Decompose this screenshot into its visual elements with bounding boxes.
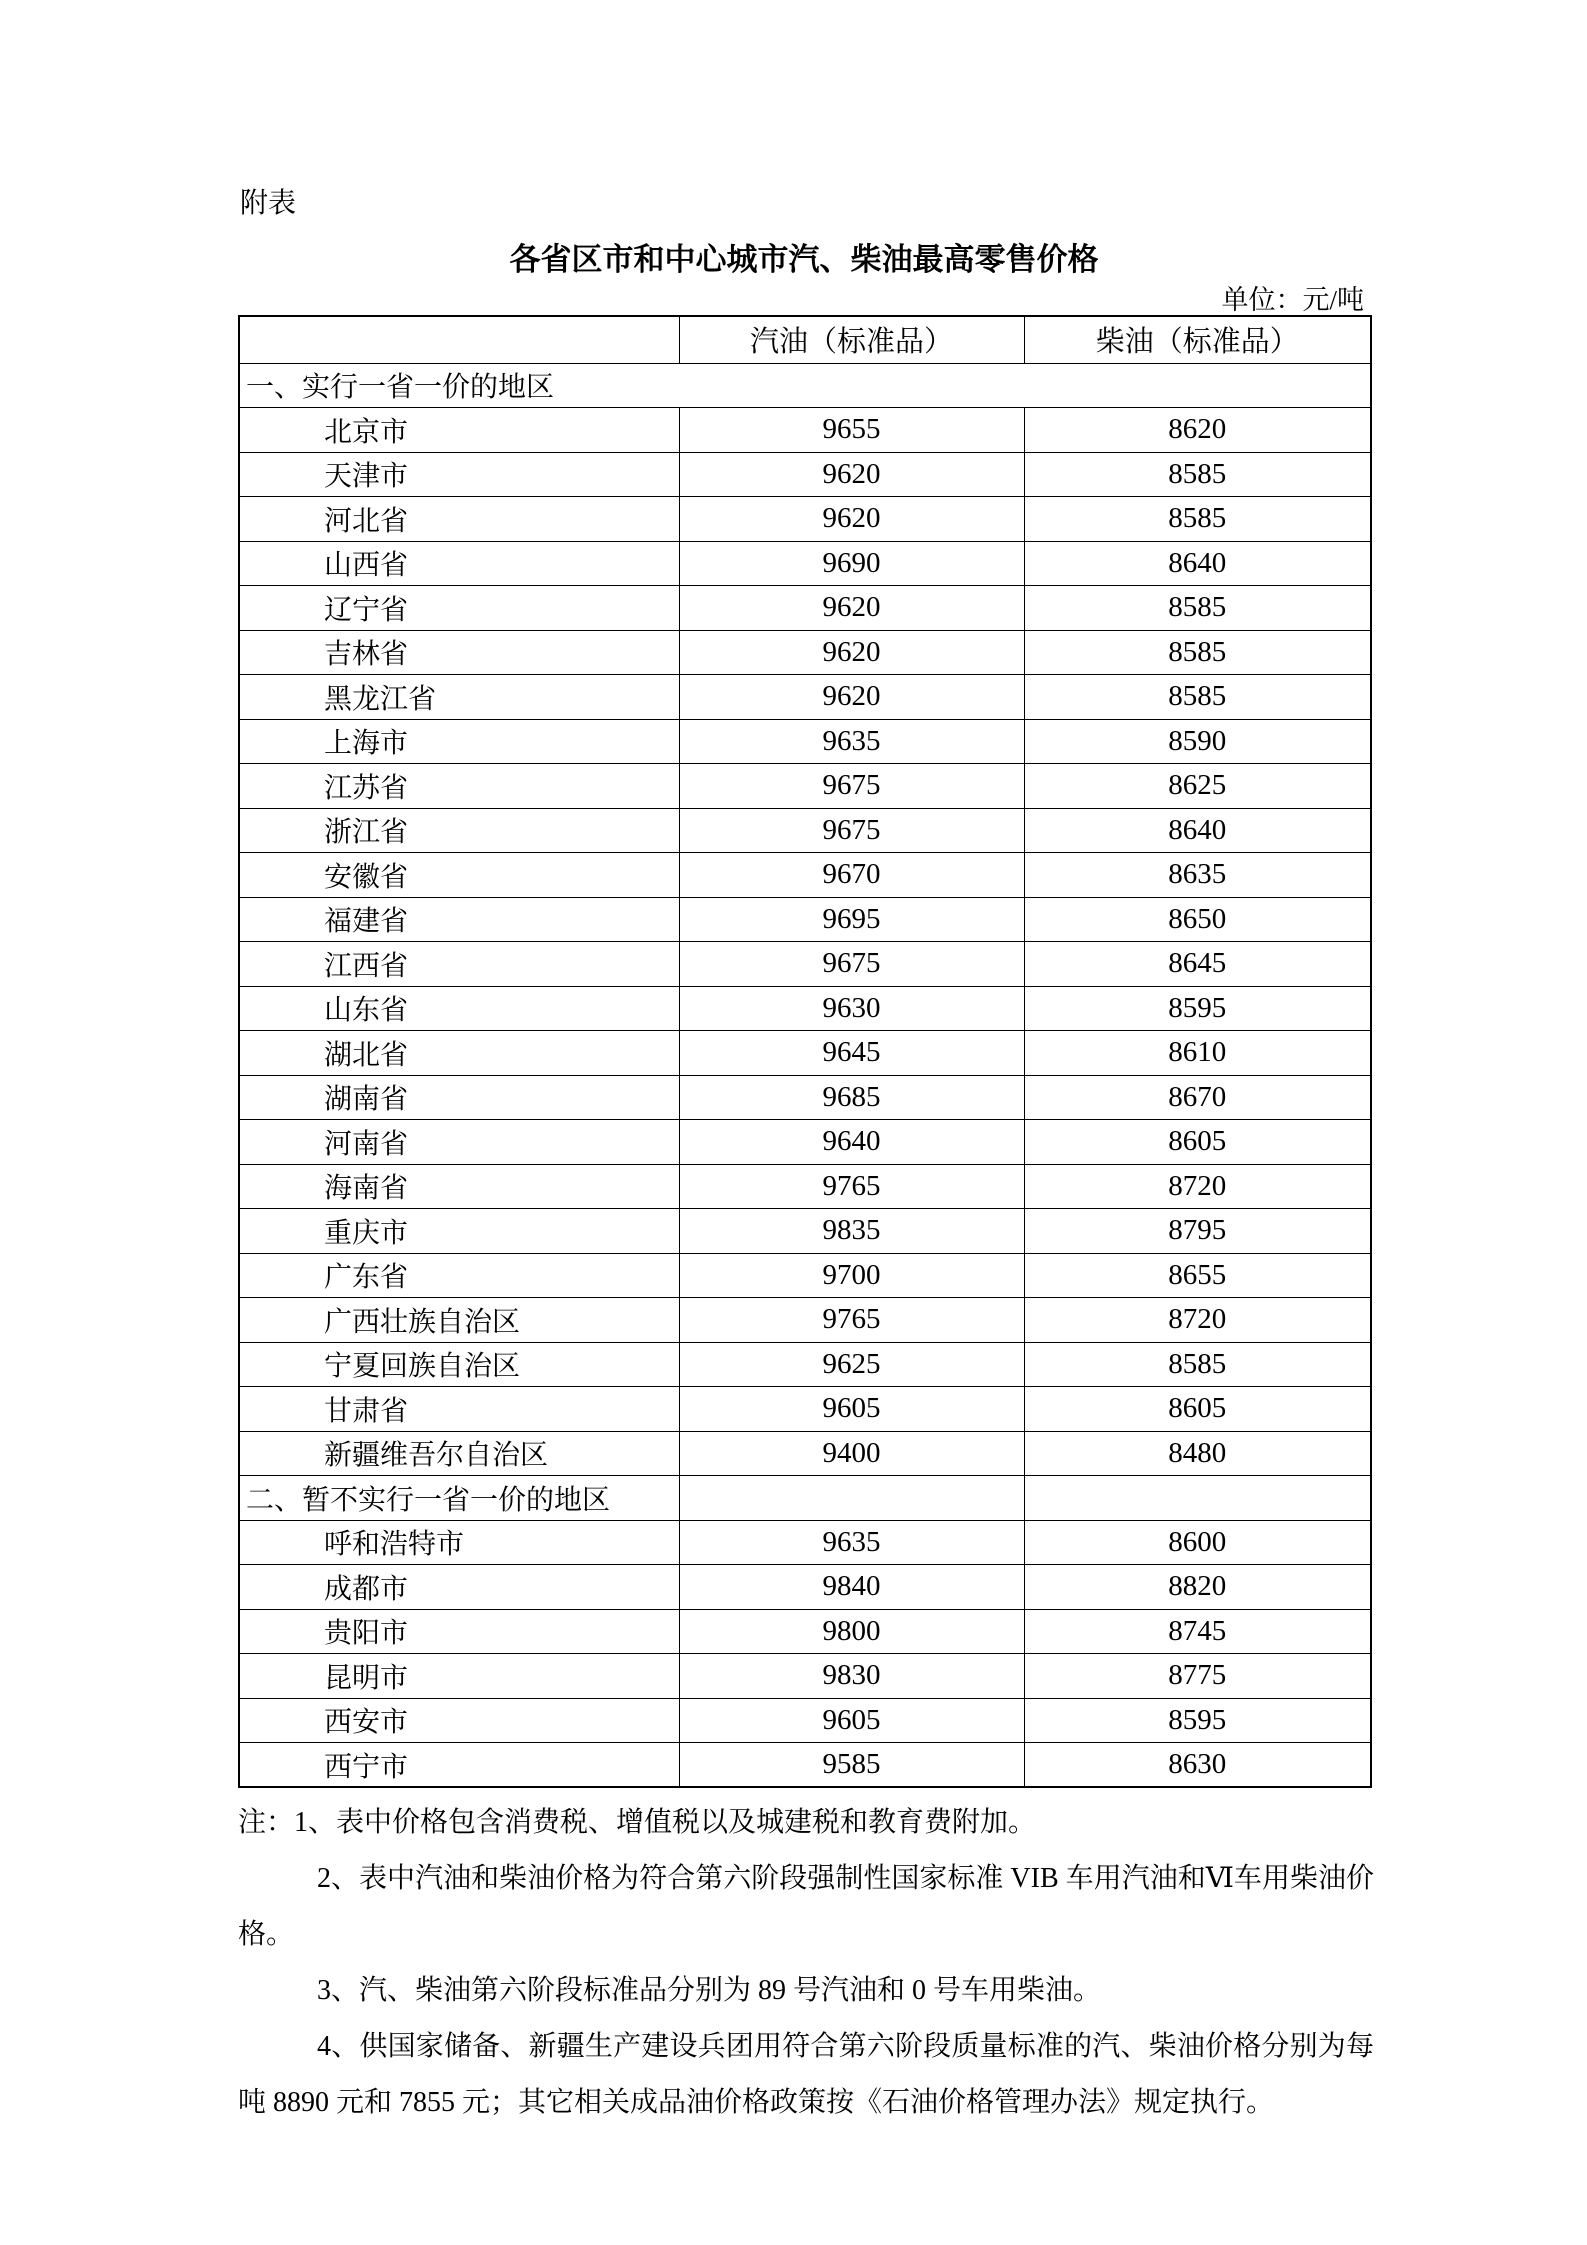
region-cell: 贵阳市 bbox=[239, 1609, 679, 1654]
diesel-price-cell: 8625 bbox=[1024, 764, 1371, 809]
table-row bbox=[239, 452, 1371, 497]
table-row bbox=[239, 1031, 1371, 1076]
gasoline-price-cell: 9835 bbox=[679, 1209, 1024, 1254]
region-cell: 重庆市 bbox=[239, 1209, 679, 1254]
region-cell: 山东省 bbox=[239, 986, 679, 1031]
table-row bbox=[239, 1743, 1371, 1788]
gasoline-price-cell: 9620 bbox=[679, 675, 1024, 720]
diesel-price-cell: 8585 bbox=[1024, 586, 1371, 631]
diesel-price-cell: 8745 bbox=[1024, 1609, 1371, 1654]
corner-cell bbox=[239, 316, 679, 363]
gasoline-price-cell: 9640 bbox=[679, 1120, 1024, 1165]
region-cell: 浙江省 bbox=[239, 808, 679, 853]
gasoline-price-cell: 9765 bbox=[679, 1298, 1024, 1343]
gasoline-price-cell: 9670 bbox=[679, 853, 1024, 898]
gasoline-price-cell: 9840 bbox=[679, 1565, 1024, 1610]
gasoline-price-cell: 9585 bbox=[679, 1743, 1024, 1788]
table-row bbox=[239, 1075, 1371, 1120]
diesel-price-cell: 8650 bbox=[1024, 897, 1371, 942]
gasoline-price-cell: 9695 bbox=[679, 897, 1024, 942]
diesel-price-cell: 8585 bbox=[1024, 497, 1371, 542]
diesel-price-cell: 8645 bbox=[1024, 942, 1371, 987]
gasoline-price-cell: 9700 bbox=[679, 1253, 1024, 1298]
diesel-price-cell: 8630 bbox=[1024, 1743, 1371, 1788]
region-cell: 辽宁省 bbox=[239, 586, 679, 631]
region-cell: 河北省 bbox=[239, 497, 679, 542]
diesel-price-cell: 8720 bbox=[1024, 1164, 1371, 1209]
gasoline-price-cell: 9635 bbox=[679, 719, 1024, 764]
gasoline-price-cell: 9625 bbox=[679, 1342, 1024, 1387]
note-4: 4、供国家储备、新疆生产建设兵团用符合第六阶段质量标准的汽、柴油价格分别为每吨 8890 元和 7855 元；其它相关成品油价格政策按《石油价格管理办法》规定执行。 bbox=[238, 2031, 1374, 2118]
region-cell: 黑龙江省 bbox=[239, 675, 679, 720]
table-row bbox=[239, 1387, 1371, 1432]
diesel-price-cell: 8795 bbox=[1024, 1209, 1371, 1254]
section-header-row-1 bbox=[239, 363, 1371, 408]
gasoline-price-cell: 9690 bbox=[679, 541, 1024, 586]
region-cell: 成都市 bbox=[239, 1565, 679, 1610]
gasoline-price-cell: 9655 bbox=[679, 408, 1024, 453]
gasoline-price-cell: 9685 bbox=[679, 1075, 1024, 1120]
table-row bbox=[239, 675, 1371, 720]
region-cell: 天津市 bbox=[239, 452, 679, 497]
gasoline-price-cell: 9630 bbox=[679, 986, 1024, 1031]
table-row bbox=[239, 1164, 1371, 1209]
region-cell: 西宁市 bbox=[239, 1743, 679, 1788]
region-cell: 山西省 bbox=[239, 541, 679, 586]
table-row bbox=[239, 1520, 1371, 1565]
region-cell: 宁夏回族自治区 bbox=[239, 1342, 679, 1387]
region-cell: 广东省 bbox=[239, 1253, 679, 1298]
diesel-price-cell: 8600 bbox=[1024, 1520, 1371, 1565]
empty-cell bbox=[679, 1476, 1024, 1521]
note-2: 2、表中汽油和柴油价格为符合第六阶段强制性国家标准 VIB 车用汽油和Ⅵ车用柴油价格。 bbox=[238, 1863, 1374, 1950]
region-cell: 广西壮族自治区 bbox=[239, 1298, 679, 1343]
table-row bbox=[239, 897, 1371, 942]
gasoline-price-cell: 9645 bbox=[679, 1031, 1024, 1076]
gasoline-price-cell: 9800 bbox=[679, 1609, 1024, 1654]
region-cell: 海南省 bbox=[239, 1164, 679, 1209]
gasoline-price-cell: 9400 bbox=[679, 1431, 1024, 1476]
gasoline-price-cell: 9675 bbox=[679, 764, 1024, 809]
table-row bbox=[239, 1609, 1371, 1654]
empty-cell bbox=[1024, 1476, 1371, 1521]
table-row bbox=[239, 853, 1371, 898]
notes-block bbox=[238, 1795, 1374, 2131]
table-row bbox=[239, 1565, 1371, 1610]
region-cell: 新疆维吾尔自治区 bbox=[239, 1431, 679, 1476]
region-cell: 吉林省 bbox=[239, 630, 679, 675]
table-row bbox=[239, 986, 1371, 1031]
table-header bbox=[239, 316, 1371, 363]
diesel-price-cell: 8720 bbox=[1024, 1298, 1371, 1343]
table-row bbox=[239, 541, 1371, 586]
diesel-price-cell: 8605 bbox=[1024, 1120, 1371, 1165]
table-row bbox=[239, 497, 1371, 542]
gasoline-price-cell: 9675 bbox=[679, 942, 1024, 987]
gasoline-price-cell: 9620 bbox=[679, 630, 1024, 675]
diesel-price-cell: 8590 bbox=[1024, 719, 1371, 764]
region-cell: 北京市 bbox=[239, 408, 679, 453]
section-header-cell: 二、暂不实行一省一价的地区 bbox=[239, 1476, 679, 1521]
table-row bbox=[239, 586, 1371, 631]
table-row bbox=[239, 408, 1371, 453]
diesel-price-cell: 8585 bbox=[1024, 1342, 1371, 1387]
diesel-price-cell: 8610 bbox=[1024, 1031, 1371, 1076]
price-table bbox=[238, 315, 1372, 1788]
note-3: 3、汽、柴油第六阶段标准品分别为 89 号汽油和 0 号车用柴油。 bbox=[317, 1975, 1102, 2006]
header-row bbox=[239, 316, 1371, 363]
diesel-price-cell: 8640 bbox=[1024, 808, 1371, 853]
gasoline-price-cell: 9675 bbox=[679, 808, 1024, 853]
table-row bbox=[239, 942, 1371, 987]
diesel-price-cell: 8640 bbox=[1024, 541, 1371, 586]
region-cell: 湖南省 bbox=[239, 1075, 679, 1120]
page-title: 各省区市和中心城市汽、柴油最高零售价格 bbox=[509, 242, 1099, 277]
col-header-gasoline: 汽油（标准品） bbox=[679, 316, 1024, 363]
table-row bbox=[239, 1298, 1371, 1343]
gasoline-price-cell: 9605 bbox=[679, 1387, 1024, 1432]
gasoline-price-cell: 9620 bbox=[679, 497, 1024, 542]
table-row bbox=[239, 1654, 1371, 1699]
diesel-price-cell: 8635 bbox=[1024, 853, 1371, 898]
diesel-price-cell: 8670 bbox=[1024, 1075, 1371, 1120]
diesel-price-cell: 8595 bbox=[1024, 986, 1371, 1031]
region-cell: 湖北省 bbox=[239, 1031, 679, 1076]
gasoline-price-cell: 9765 bbox=[679, 1164, 1024, 1209]
section-header-cell: 一、实行一省一价的地区 bbox=[239, 363, 1371, 408]
gasoline-price-cell: 9620 bbox=[679, 586, 1024, 631]
table-row bbox=[239, 1253, 1371, 1298]
gasoline-price-cell: 9635 bbox=[679, 1520, 1024, 1565]
diesel-price-cell: 8595 bbox=[1024, 1698, 1371, 1743]
table-row bbox=[239, 1342, 1371, 1387]
diesel-price-cell: 8585 bbox=[1024, 452, 1371, 497]
region-cell: 西安市 bbox=[239, 1698, 679, 1743]
region-cell: 河南省 bbox=[239, 1120, 679, 1165]
table-row bbox=[239, 1120, 1371, 1165]
diesel-price-cell: 8585 bbox=[1024, 675, 1371, 720]
table-row bbox=[239, 630, 1371, 675]
region-cell: 甘肃省 bbox=[239, 1387, 679, 1432]
region-cell: 呼和浩特市 bbox=[239, 1520, 679, 1565]
gasoline-price-cell: 9620 bbox=[679, 452, 1024, 497]
table-row bbox=[239, 1431, 1371, 1476]
unit-label: 单位：元/吨 bbox=[1221, 285, 1364, 315]
gasoline-price-cell: 9605 bbox=[679, 1698, 1024, 1743]
table-row bbox=[239, 1698, 1371, 1743]
region-cell: 福建省 bbox=[239, 897, 679, 942]
col-header-diesel: 柴油（标准品） bbox=[1024, 316, 1371, 363]
diesel-price-cell: 8480 bbox=[1024, 1431, 1371, 1476]
appendix-label: 附表 bbox=[240, 188, 297, 219]
diesel-price-cell: 8620 bbox=[1024, 408, 1371, 453]
table-body bbox=[239, 363, 1371, 1787]
table-row bbox=[239, 1209, 1371, 1254]
region-cell: 安徽省 bbox=[239, 853, 679, 898]
region-cell: 江苏省 bbox=[239, 764, 679, 809]
region-cell: 上海市 bbox=[239, 719, 679, 764]
table-row bbox=[239, 764, 1371, 809]
note-1: 注：1、表中价格包含消费税、增值税以及城建税和教育费附加。 bbox=[238, 1807, 1037, 1838]
diesel-price-cell: 8655 bbox=[1024, 1253, 1371, 1298]
region-cell: 昆明市 bbox=[239, 1654, 679, 1699]
region-cell: 江西省 bbox=[239, 942, 679, 987]
diesel-price-cell: 8775 bbox=[1024, 1654, 1371, 1699]
section-header-row-2 bbox=[239, 1476, 1371, 1521]
gasoline-price-cell: 9830 bbox=[679, 1654, 1024, 1699]
table-row bbox=[239, 719, 1371, 764]
diesel-price-cell: 8585 bbox=[1024, 630, 1371, 675]
diesel-price-cell: 8820 bbox=[1024, 1565, 1371, 1610]
table-row bbox=[239, 808, 1371, 853]
diesel-price-cell: 8605 bbox=[1024, 1387, 1371, 1432]
